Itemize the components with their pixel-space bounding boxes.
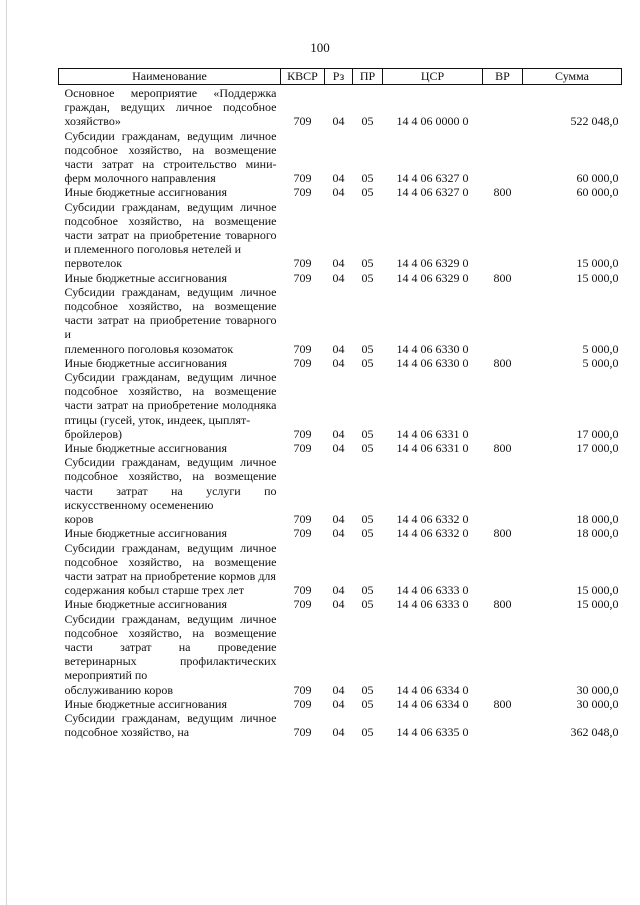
cell-sum: 15 000,0 (576, 597, 619, 612)
cell-kvsr: 709 (293, 696, 312, 711)
cell-name-text: Иные бюджетные ассигнования (64, 441, 227, 456)
cell-name (59, 285, 281, 356)
cell-name-text: Субсидии гражданам, ведущим личное подсобное хозяйство, на (64, 710, 277, 740)
cell-name-text: Иные бюджетные ассигнования (64, 270, 227, 285)
cell-rz: 04 (332, 512, 345, 527)
cell-csr: 14 4 06 6332 0 (396, 512, 469, 527)
cell-vr (483, 285, 523, 356)
cell-kvsr: 709 (293, 583, 312, 598)
cell-pr: 05 (361, 597, 374, 612)
cell-rz: 04 (332, 355, 345, 370)
cell-csr: 14 4 06 6331 0 (396, 441, 469, 456)
cell-vr (483, 455, 523, 526)
cell-pr: 05 (361, 185, 374, 200)
table-row (59, 271, 622, 285)
cell-sum: 5 000,0 (582, 341, 619, 356)
cell-rz: 04 (332, 256, 345, 271)
cell-name (59, 356, 281, 370)
cell-csr: 14 4 06 6334 0 (396, 682, 469, 697)
cell-kvsr: 709 (293, 426, 312, 441)
cell-kvsr: 709 (293, 171, 312, 186)
cell-csr: 14 4 06 6331 0 (396, 426, 469, 441)
cell-name-text: Субсидии гражданам, ведущим личное подсобное хозяйство, на возмещение части затрат на услуги по искусственному осеменению (64, 455, 277, 512)
cell-name (59, 200, 281, 271)
cell-sum: 30 000,0 (576, 696, 619, 711)
cell-name (59, 612, 281, 697)
cell-vr: 800 (493, 526, 512, 541)
cell-pr: 05 (361, 256, 374, 271)
cell-pr: 05 (361, 512, 374, 527)
cell-csr: 14 4 06 6330 0 (396, 341, 469, 356)
cell-name (59, 441, 281, 455)
table-row (59, 129, 622, 186)
header-vr: ВР (483, 69, 523, 85)
cell-rz: 04 (332, 270, 345, 285)
cell-sum: 5 000,0 (582, 355, 619, 370)
header-rz: Рз (325, 69, 353, 85)
cell-csr: 14 4 06 0000 0 (396, 114, 469, 129)
cell-name-text: Иные бюджетные ассигнования (64, 526, 227, 541)
cell-kvsr: 709 (293, 114, 312, 129)
cell-pr: 05 (361, 441, 374, 456)
cell-pr: 05 (361, 426, 374, 441)
cell-name-text: Иные бюджетные ассигнования (64, 185, 227, 200)
cell-csr: 14 4 06 6329 0 (396, 270, 469, 285)
cell-name-text: Основное мероприятие «Поддержка граждан, ведущих личное подсобное хозяйство» (64, 86, 277, 129)
cell-pr: 05 (361, 341, 374, 356)
cell-csr: 14 4 06 6334 0 (396, 696, 469, 711)
table-row (59, 526, 622, 540)
table-row (59, 697, 622, 711)
cell-name-text: содержания кобыл старше трех лет (64, 583, 244, 598)
cell-name-text: племенного поголовья козоматок (64, 341, 234, 356)
cell-pr: 05 (361, 270, 374, 285)
cell-rz: 04 (332, 114, 345, 129)
table-row (59, 541, 622, 598)
cell-kvsr: 709 (293, 441, 312, 456)
cell-csr: 14 4 06 6327 0 (396, 171, 469, 186)
cell-csr: 14 4 06 6335 0 (396, 725, 469, 740)
cell-pr: 05 (361, 725, 374, 740)
cell-name-text: обслуживанию коров (64, 682, 174, 697)
cell-name (59, 597, 281, 611)
cell-sum: 30 000,0 (576, 682, 619, 697)
cell-name (59, 455, 281, 526)
cell-name-text: Иные бюджетные ассигнования (64, 355, 227, 370)
cell-vr: 800 (493, 270, 512, 285)
table-body (59, 85, 622, 740)
cell-name (59, 185, 281, 199)
cell-pr: 05 (361, 583, 374, 598)
cell-vr: 800 (493, 185, 512, 200)
table-row (59, 285, 622, 356)
cell-kvsr: 709 (293, 341, 312, 356)
cell-sum: 18 000,0 (576, 526, 619, 541)
cell-kvsr: 709 (293, 597, 312, 612)
header-csr: ЦСР (383, 69, 483, 85)
cell-sum: 18 000,0 (576, 512, 619, 527)
cell-kvsr: 709 (293, 526, 312, 541)
cell-vr (483, 129, 523, 186)
cell-sum: 60 000,0 (576, 185, 619, 200)
cell-name-text: бройлеров) (64, 426, 123, 441)
cell-csr: 14 4 06 6327 0 (396, 185, 469, 200)
scan-edge-line (6, 0, 7, 905)
cell-csr: 14 4 06 6333 0 (396, 583, 469, 598)
cell-rz: 04 (332, 682, 345, 697)
table-row (59, 597, 622, 611)
cell-rz: 04 (332, 526, 345, 541)
cell-sum: 15 000,0 (576, 583, 619, 598)
cell-rz: 04 (332, 597, 345, 612)
cell-name-text: Субсидии гражданам, ведущим личное подсобное хозяйство, на возмещение части затрат на строительство мини-ферм молочного направления (64, 128, 277, 186)
table-header-row (59, 69, 622, 85)
cell-vr: 800 (493, 696, 512, 711)
cell-name-text: Субсидии гражданам, ведущим личное подсобное хозяйство, на возмещение части затрат на приобретение товарного и (64, 284, 277, 342)
cell-name-text: Субсидии гражданам, ведущим личное подсобное хозяйство, на возмещение части затрат на приобретение молодняка птицы (гусей, уток, индеек, цыплят- (64, 370, 277, 427)
cell-vr (483, 370, 523, 441)
cell-sum: 60 000,0 (576, 171, 619, 186)
table-row (59, 370, 622, 441)
cell-name (59, 370, 281, 441)
cell-pr: 05 (361, 355, 374, 370)
cell-csr: 14 4 06 6333 0 (396, 597, 469, 612)
cell-sum: 17 000,0 (576, 426, 619, 441)
cell-name-text: Субсидии гражданам, ведущим личное подсобное хозяйство, на возмещение части затрат на приобретение товарного и племенного поголовья нетелей и (64, 199, 277, 257)
cell-name (59, 711, 281, 739)
cell-vr: 800 (493, 355, 512, 370)
cell-sum: 17 000,0 (576, 441, 619, 456)
cell-rz: 04 (332, 725, 345, 740)
cell-name (59, 271, 281, 285)
cell-kvsr: 709 (293, 682, 312, 697)
cell-name-text: коров (64, 512, 94, 527)
cell-pr: 05 (361, 696, 374, 711)
cell-rz: 04 (332, 696, 345, 711)
cell-kvsr: 709 (293, 256, 312, 271)
cell-pr: 05 (361, 526, 374, 541)
cell-vr: 800 (493, 441, 512, 456)
cell-vr (483, 200, 523, 271)
cell-pr: 05 (361, 114, 374, 129)
table-row (59, 612, 622, 697)
cell-kvsr: 709 (293, 355, 312, 370)
cell-pr: 05 (361, 171, 374, 186)
cell-kvsr: 709 (293, 270, 312, 285)
cell-csr: 14 4 06 6332 0 (396, 526, 469, 541)
cell-sum: 15 000,0 (576, 270, 619, 285)
cell-rz: 04 (332, 426, 345, 441)
cell-name (59, 697, 281, 711)
header-sum: Сумма (523, 69, 622, 85)
table-row (59, 711, 622, 739)
cell-sum: 362 048,0 (570, 725, 619, 740)
cell-rz: 04 (332, 341, 345, 356)
cell-name (59, 85, 281, 129)
table-row (59, 356, 622, 370)
cell-rz: 04 (332, 171, 345, 186)
table-row (59, 455, 622, 526)
cell-rz: 04 (332, 441, 345, 456)
budget-table (58, 68, 622, 739)
cell-kvsr: 709 (293, 725, 312, 740)
budget-table-container (58, 68, 621, 739)
cell-vr (483, 85, 523, 129)
cell-sum: 522 048,0 (570, 114, 619, 129)
cell-rz: 04 (332, 583, 345, 598)
cell-vr: 800 (493, 597, 512, 612)
table-row (59, 441, 622, 455)
cell-name-text: Субсидии гражданам, ведущим личное подсобное хозяйство, на возмещение части затрат на проведение ветеринарных профилактических мероприятий по (64, 611, 277, 683)
cell-name-text: Субсидии гражданам, ведущим личное подсобное хозяйство, на возмещение части затрат на приобретение кормов для (64, 540, 277, 583)
cell-csr: 14 4 06 6330 0 (396, 355, 469, 370)
header-pr: ПР (353, 69, 383, 85)
cell-name (59, 129, 281, 186)
cell-rz: 04 (332, 185, 345, 200)
cell-vr (483, 541, 523, 598)
cell-csr: 14 4 06 6329 0 (396, 256, 469, 271)
cell-kvsr: 709 (293, 185, 312, 200)
header-name: Наименование (59, 69, 281, 85)
cell-vr (483, 612, 523, 697)
table-row (59, 85, 622, 129)
cell-name (59, 541, 281, 598)
table-row (59, 185, 622, 199)
page-number: 100 (310, 40, 330, 55)
header-kvsr: КВСР (281, 69, 325, 85)
cell-kvsr: 709 (293, 512, 312, 527)
cell-name-text: Иные бюджетные ассигнования (64, 597, 227, 612)
table-row (59, 200, 622, 271)
cell-name-text: первотелок (64, 256, 123, 271)
cell-vr (483, 711, 523, 739)
cell-name-text: Иные бюджетные ассигнования (64, 696, 227, 711)
cell-sum: 15 000,0 (576, 256, 619, 271)
cell-name (59, 526, 281, 540)
cell-pr: 05 (361, 682, 374, 697)
